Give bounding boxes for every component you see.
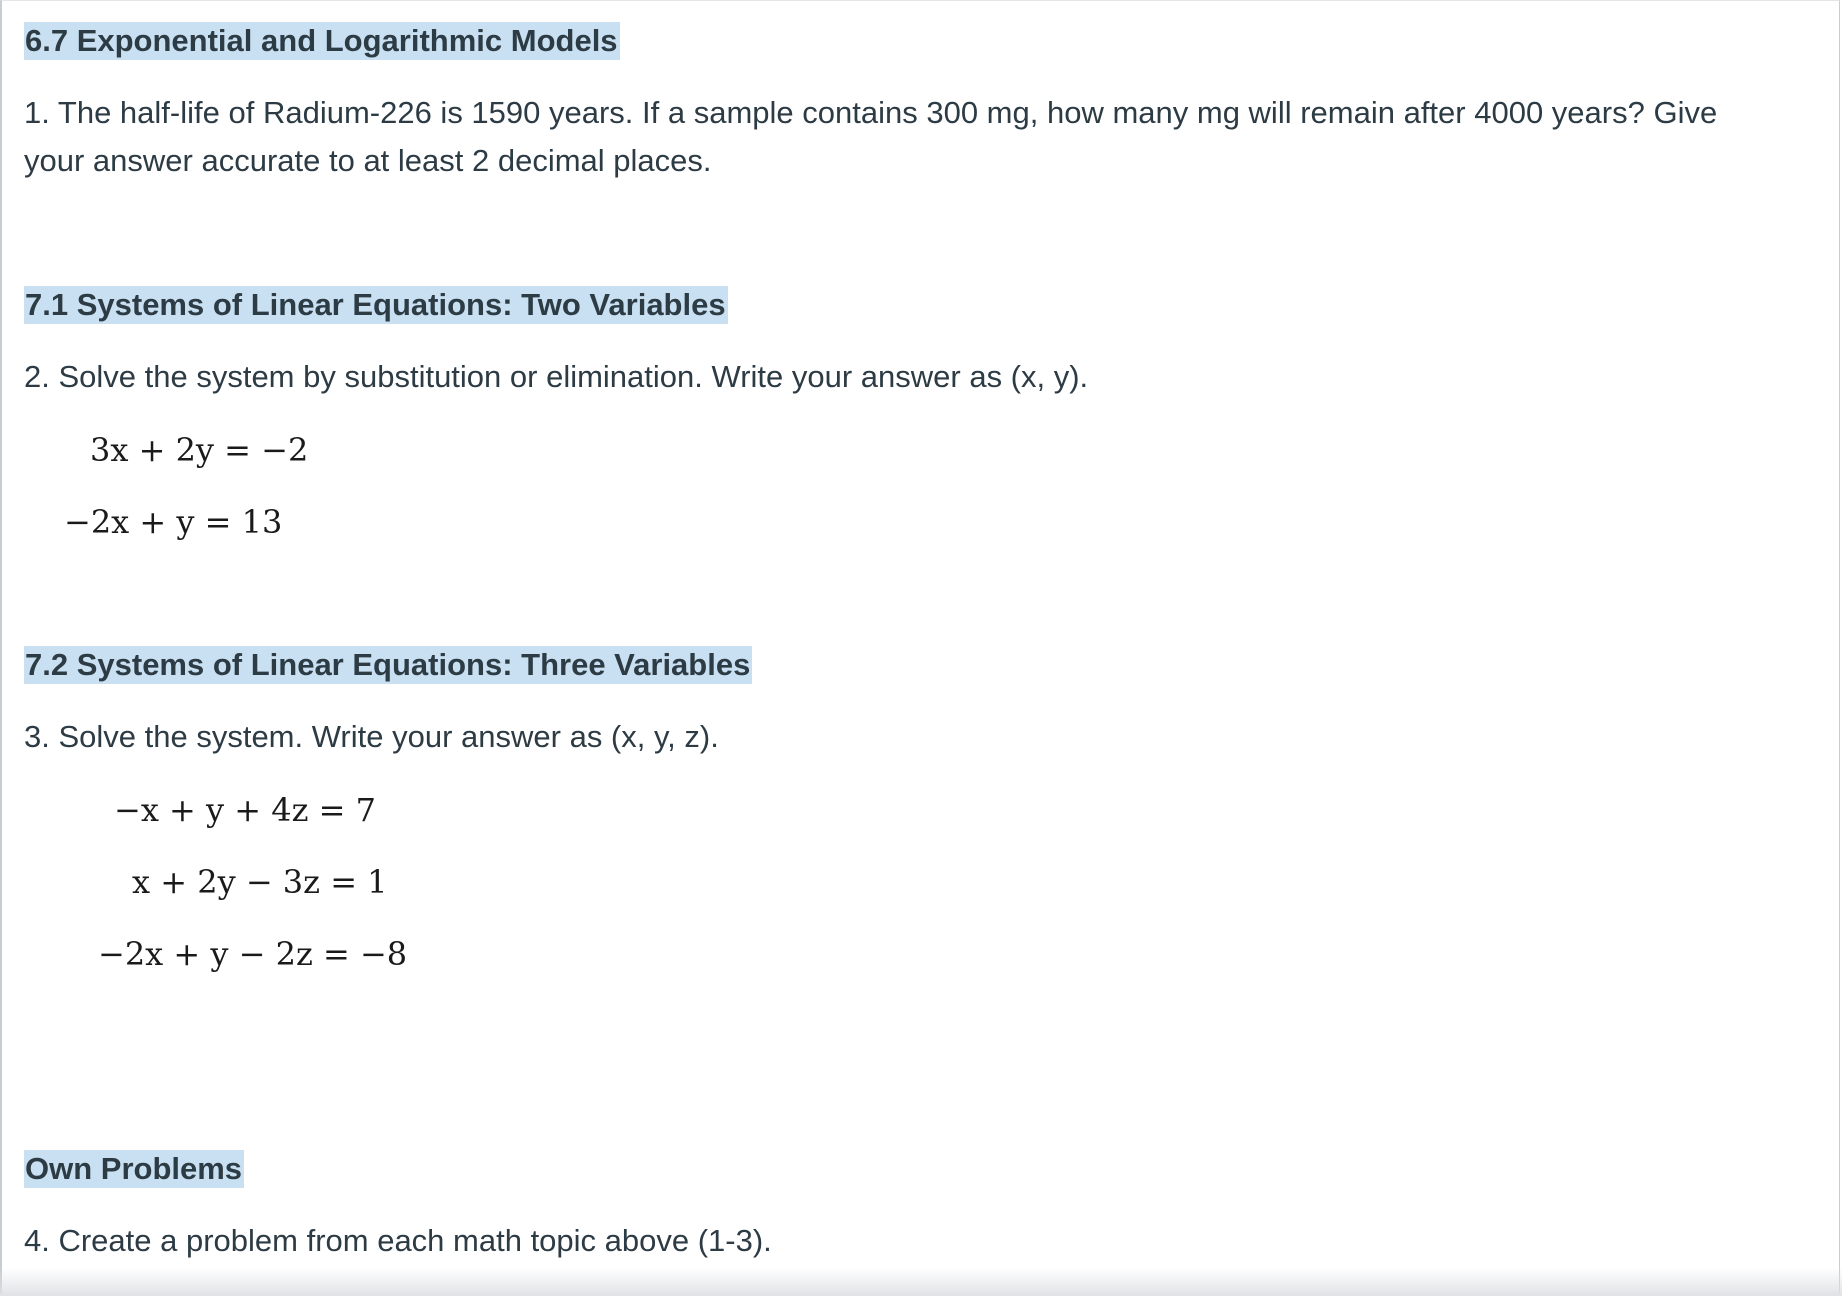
equation-2-1: 3x + 2y = −2 — [90, 431, 309, 469]
problem-2-text: 2. Solve the system by substitution or elimination. Write your answer as (x, y). — [24, 359, 1089, 394]
equation-3-2: x + 2y − 3z = 1 — [132, 863, 388, 901]
problem-1-text: 1. The half-life of Radium-226 is 1590 years. If a sample contains 300 mg, how many mg will remain after 4000 years? Give your answer accurate to at least 2 decimal places. — [24, 95, 1718, 178]
scroll-shadow — [0, 1268, 1842, 1296]
problem-4-text: 4. Create a problem from each math topic above (1-3). — [24, 1223, 772, 1258]
section-heading-7-2: 7.2 Systems of Linear Equations: Three Variables — [25, 647, 751, 682]
section-heading-6-7: 6.7 Exponential and Logarithmic Models — [25, 23, 618, 58]
equation-2-2: −2x + y = 13 — [64, 503, 283, 541]
equation-3-1: −x + y + 4z = 7 — [114, 791, 376, 829]
problem-3-text: 3. Solve the system. Write your answer as (x, y, z). — [24, 719, 719, 754]
section-heading-7-1: 7.1 Systems of Linear Equations: Two Variables — [25, 287, 726, 322]
section-heading-own-problems: Own Problems — [25, 1151, 243, 1186]
equation-3-3: −2x + y − 2z = −8 — [98, 935, 408, 973]
